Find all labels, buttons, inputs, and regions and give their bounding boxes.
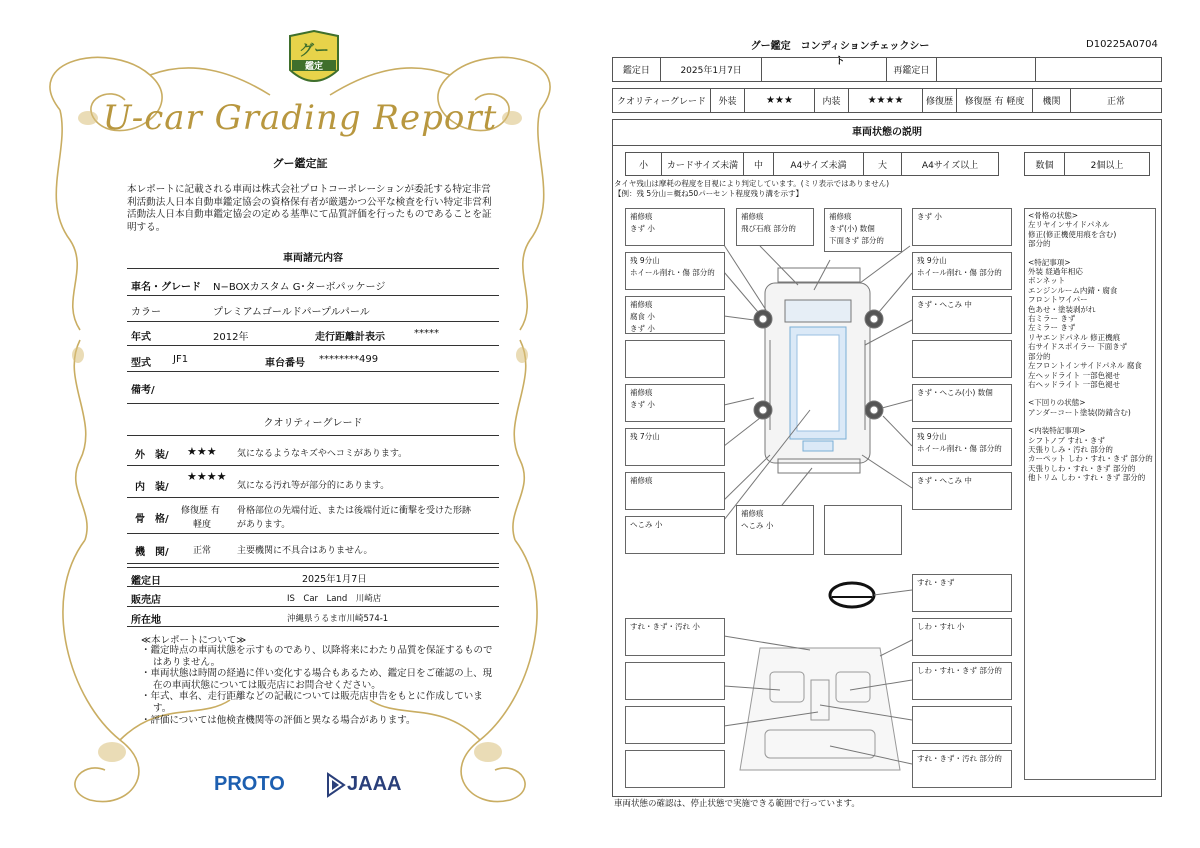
box-line: しわ・すれ 小 (917, 622, 965, 631)
frame-value-2: 軽度 (193, 520, 212, 530)
size-mid-desc: A4サイズ未満 (774, 153, 864, 175)
empty-box-left-door (625, 340, 725, 378)
note-line: 右ミラー きず (1028, 314, 1076, 324)
size-small: 小 (626, 153, 662, 175)
frame-value-1: 修復歴 有 (181, 506, 220, 516)
frame-row (127, 498, 499, 534)
shop-row (127, 587, 499, 607)
damage-box-bumper (736, 208, 814, 246)
box-line: すれ・きず・汚れ 小 (630, 622, 700, 631)
int-label: 内装 (815, 89, 849, 112)
color-value: プレミアムゴールドパープルパール (213, 307, 370, 318)
damage-box-right-fender (912, 296, 1012, 334)
jaaa-emblem-icon (326, 772, 346, 798)
note-line: 左ヘッドライト 一部色褪せ (1028, 370, 1121, 380)
int-stars: ★★★★ (849, 89, 923, 112)
engine-value: 正常 (193, 546, 212, 556)
tire-box-front-left (625, 252, 725, 290)
note-line: 部分的 (1028, 351, 1051, 361)
ext-label: 外装 (711, 89, 745, 112)
note-line: フロントワイパー (1028, 295, 1088, 305)
address-label: 所在地 (131, 615, 161, 626)
note-line: 右ヘッドライト 一部色褪せ (1028, 379, 1121, 389)
box-line: 補修痕 (741, 509, 764, 518)
notes-list (141, 645, 493, 726)
note-line: シフトノブ すれ・きず (1028, 435, 1105, 445)
tire-box-front-right (912, 252, 1012, 290)
box-line: 補修痕 (829, 212, 852, 221)
empty-box-interior-left (625, 662, 725, 700)
remarks-label: 備考/ (131, 385, 155, 396)
reinspect-label: 再鑑定日 (887, 58, 937, 81)
box-line: 補修痕 (741, 212, 764, 221)
note-line: ボンネット (1028, 276, 1066, 286)
frame-label: 骨 格/ (135, 514, 169, 525)
interior-desc: 気になる汚れ等が部分的にあります。 (237, 481, 390, 491)
count-desc: 2個以上 (1090, 160, 1124, 171)
empty-box-interior-bottom-left (625, 750, 725, 788)
box-line: きず 小 (630, 224, 655, 233)
empty-box-interior-rear-right (912, 706, 1012, 744)
box-line: きず・へこみ(小) 数個 (917, 388, 993, 397)
interior-notes-heading: <内装特記事項> (1028, 426, 1086, 436)
engine-label: 機関 (1033, 89, 1071, 112)
badge-text-top: グー (298, 41, 330, 59)
box-line: きず・へこみ 中 (917, 476, 972, 485)
damage-box-rear-right-quarter (912, 472, 1012, 510)
note-line: 修正(修正機使用痕を含む) (1028, 229, 1117, 239)
year-value: 2012年 (213, 332, 249, 343)
interior-stars: ★★★★ (187, 470, 227, 483)
tire-box-rear-right (912, 428, 1012, 466)
damage-box-front-left (625, 208, 725, 246)
box-line: ホイール削れ・傷 部分的 (917, 444, 1002, 453)
empty-box-interior-rear-left (625, 706, 725, 744)
damage-box-rear-left-quarter (625, 472, 725, 510)
car-name-value: N−BOXカスタム G･ターボパッケージ (213, 282, 386, 293)
box-line: すれ・きず (917, 578, 955, 587)
chassis-value: ********499 (319, 354, 379, 365)
interior-box-front-right (912, 618, 1012, 656)
box-line: 補修痕 (630, 212, 653, 221)
address-row (127, 607, 499, 627)
footer-note: 車両状態の確認は、停止状態で実施できる範囲で行っています。 (614, 799, 860, 809)
box-line: しわ・すれ・きず 部分的 (917, 666, 1002, 675)
box-line: きず 小 (917, 212, 942, 221)
chassis-label: 車台番号 (265, 358, 305, 369)
year-label: 年式 (131, 332, 151, 343)
note-line: 左ミラー きず (1028, 323, 1076, 333)
section-title: 車両状態の説明 (613, 120, 1161, 146)
engine-label: 機 関/ (135, 547, 169, 558)
exterior-label: 外 装/ (135, 450, 169, 461)
condition-notes-panel (1024, 208, 1156, 780)
note-item: ・車両状態は時間の経過に伴い変化する場合もあるため、鑑定日をご確認の上、現在の車両状態については販売店にお問合せください。 (141, 668, 493, 691)
car-name-label: 車名・グレード (131, 282, 201, 293)
box-line: 補修痕 (630, 388, 653, 397)
note-line: 左フロントインサイドパネル 腐食 (1028, 361, 1142, 371)
box-line: きず・へこみ 中 (917, 300, 972, 309)
year-row (127, 322, 499, 346)
exterior-row (127, 436, 499, 466)
box-line: きず 小 (630, 324, 655, 333)
tire-box-rear-left (625, 428, 725, 466)
box-line: へこみ 小 (741, 521, 774, 530)
engine-desc: 主要機関に不具合はありません。 (237, 546, 373, 556)
date-value: 2025年1月7日 (661, 58, 763, 81)
ext-stars: ★★★ (745, 89, 815, 112)
size-mid: 中 (744, 153, 774, 175)
engine-value: 正常 (1106, 97, 1125, 107)
box-line: 腐食 小 (630, 312, 655, 321)
frame-desc-1: 骨格部位の先端付近、または後端付近に衝撃を受けた形跡 (237, 506, 472, 516)
condition-check-sheet (600, 0, 1200, 848)
repair-value: 修復歴 有 軽度 (957, 89, 1033, 112)
count-label: 数個 (1025, 153, 1065, 175)
note-line: リヤエンドパネル 修正機痕 (1028, 332, 1121, 342)
size-large: 大 (864, 153, 902, 175)
interior-box-steering (912, 574, 1012, 612)
sheet-title: グー鑑定 コンディションチェックシート (750, 41, 930, 67)
frame-desc-2: があります。 (237, 520, 291, 530)
model-label: 型式 (131, 358, 151, 369)
notes-heading: ≪本レポートについて≫ (141, 635, 247, 646)
damage-box-hood (824, 208, 902, 252)
tread-note-line-2: 【例：残 5分山＝概ね50パーセント程度残り溝を示す】 (614, 189, 804, 198)
note-line: 他トリム しわ・すれ・きず 部分的 (1028, 473, 1146, 483)
note-line: 右サイドスポイラー 下面きず (1028, 342, 1128, 352)
note-line: カーペット しわ・すれ・きず 部分的 (1028, 454, 1153, 464)
mileage-label: 走行距離計表示 (315, 332, 385, 343)
box-line: 残 9分山 (630, 256, 660, 265)
badge-text-bottom: 鑑定 (304, 62, 324, 72)
goo-appraisal-badge-icon (286, 30, 342, 92)
certificate-statement: 本レポートに記載される車両は株式会社プロトコーポレーションが委託する特定非営利活動法人日本自動車鑑定協会の資格保有者が厳選かつ公平な検査を行い特定非営利活動法人日本自動車鑑定協会の定める基準にて品質評価を行ったものであることを証明する。 (127, 184, 492, 233)
interior-label: 内 装/ (135, 482, 169, 493)
date-label: 鑑定日 (131, 576, 161, 587)
note-line: 外装 経過年相応 (1028, 267, 1083, 277)
damage-box-left-fender (625, 296, 725, 334)
box-line: 補修痕 (630, 476, 653, 485)
report-script-title: U-car Grading Report (102, 98, 498, 138)
model-value: JF1 (173, 354, 189, 365)
spec-heading: 車両諸元内容 (283, 253, 343, 264)
box-line: 補修痕 (630, 300, 653, 309)
empty-box-right-door (912, 340, 1012, 378)
damage-box-front-right (912, 208, 1012, 246)
damage-box-left-rear-door (625, 384, 725, 422)
mileage-value: ***** (414, 328, 439, 339)
box-line: 残 9分山 (917, 256, 947, 265)
note-line: エンジンルーム内錆・腐食 (1028, 285, 1118, 295)
note-line: 天張りしわ・すれ・きず 部分的 (1028, 463, 1136, 473)
quality-heading-row (127, 404, 499, 436)
underbody-heading: <下回りの状態> (1028, 398, 1086, 408)
note-line: 天張りしみ・汚れ 部分的 (1028, 444, 1113, 454)
box-line: へこみ 小 (630, 520, 663, 529)
box-line: きず(小) 数個 (829, 224, 875, 233)
interior-box-rear-seat (912, 750, 1012, 788)
special-notes-heading: <特記事項> (1028, 257, 1071, 267)
address-value: 沖縄県うるま市川崎574-1 (287, 614, 389, 624)
note-item: ・評価については他検査機関等の評価と異なる場合があります。 (141, 714, 416, 726)
note-item: ・年式、車名、走行距離などの記載については販売店申告をもとに作成しています。 (141, 691, 483, 714)
jaaa-logo: JAAA (347, 773, 402, 795)
note-item: ・鑑定時点の車両状態を示すものであり、以降将来にわたり品質を保証するものではありません。 (141, 645, 493, 668)
exterior-stars: ★★★ (187, 445, 217, 458)
damage-box-rear-left (625, 516, 725, 554)
note-line: 色あせ・塗装剥がれ (1028, 304, 1096, 314)
proto-logo: PROTO (214, 773, 285, 795)
engine-row (127, 534, 499, 564)
interior-box-right-seat (912, 662, 1012, 700)
document-id: D10225A0704 (1086, 39, 1158, 50)
interior-box-front-left (625, 618, 725, 656)
quality-heading: クオリティーグレード (263, 418, 363, 429)
box-line: 飛び石痕 部分的 (741, 224, 796, 233)
remarks-row (127, 372, 499, 404)
note-line: 部分的 (1028, 239, 1051, 249)
date-value: 2025年1月7日 (302, 574, 367, 585)
box-line: きず 小 (630, 400, 655, 409)
footer-logos (214, 770, 414, 800)
box-line: ホイール削れ・傷 部分的 (917, 268, 1002, 277)
box-line: 下面きず 部分的 (829, 236, 884, 245)
exterior-desc: 気になるようなキズやヘコミがあります。 (237, 449, 408, 459)
date-row (127, 567, 499, 587)
color-row (127, 296, 499, 322)
damage-box-rear-bumper (736, 505, 814, 555)
damage-box-right-rear-door (912, 384, 1012, 422)
repair-label: 修復歴 (923, 89, 957, 112)
interior-row (127, 466, 499, 498)
frame-notes-heading: <骨格の状態> (1028, 211, 1079, 220)
size-small-desc: カードサイズ未満 (662, 153, 744, 175)
shop-label: 販売店 (131, 595, 161, 606)
box-line: 残 9分山 (917, 432, 947, 441)
box-line: すれ・きず・汚れ 部分的 (917, 754, 1002, 763)
car-name-row (127, 268, 499, 296)
size-large-desc: A4サイズ以上 (921, 160, 979, 171)
date-label: 鑑定日 (613, 58, 661, 81)
certificate-title: グー鑑定証 (272, 157, 328, 170)
box-line: ホイール削れ・傷 部分的 (630, 268, 715, 277)
note-line: 左リヤインサイドパネル (1028, 220, 1110, 230)
quality-label: クオリティーグレード (613, 89, 711, 112)
tread-note-line-1: タイヤ残山は摩耗の程度を目視により判定しています。(ミリ表示ではありません) (614, 179, 890, 188)
box-line: 残 7分山 (630, 432, 660, 441)
shop-value: IS Car Land 川崎店 (287, 594, 382, 604)
model-row (127, 346, 499, 372)
color-label: カラー (131, 307, 161, 318)
empty-box-rear-gate (824, 505, 902, 555)
note-line: アンダーコート塗装(防錆含む) (1028, 407, 1131, 417)
